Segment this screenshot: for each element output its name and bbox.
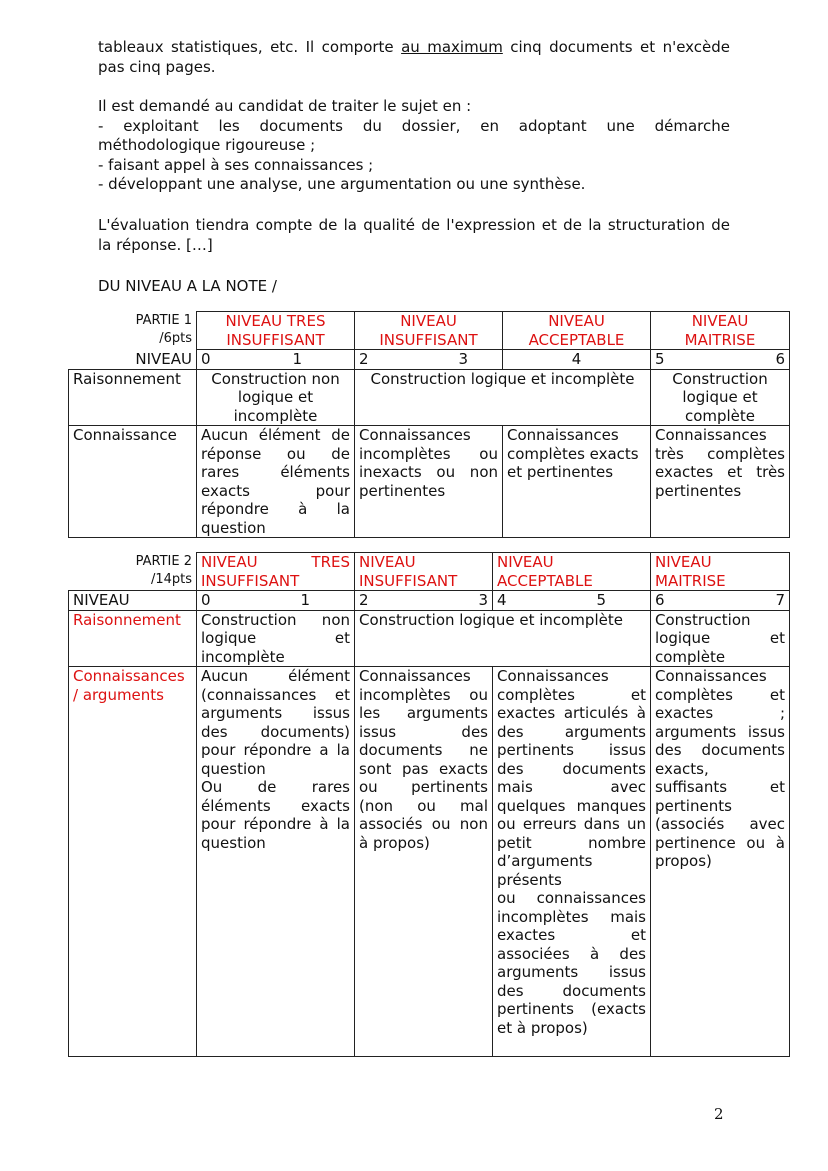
score: 4 — [497, 591, 507, 609]
table1-points: /6pts — [159, 330, 192, 346]
table1-raisonnement-1: Construction non logique et incomplète — [197, 369, 355, 426]
table1-niveau-row — [69, 350, 790, 370]
table2-header-tres-insuffisant: NIVEAU TRES INSUFFISANT — [197, 553, 355, 591]
table1-partie-label — [69, 312, 197, 350]
table2-connaissances-3 — [493, 667, 651, 1057]
score: 0 — [201, 591, 211, 609]
intro-paragraph-3 — [98, 216, 730, 255]
table2-c1-part-a: Aucun élément (connaissances et arguments issus des documents) pour répondre a la question — [201, 667, 350, 778]
table1-raisonnement-4: Construction logique et complète — [651, 369, 790, 426]
grading-table-partie-2 — [68, 552, 790, 1057]
table2-connaissances-4: Connaissances complètes et exactes ; arguments issus des documents exacts, suffisants et pertinents (associés avec pertinence ou à propos) — [651, 667, 790, 1057]
table2-partie-label — [69, 553, 197, 591]
grading-table-partie-1 — [68, 311, 790, 538]
intro-line-1-start: tableaux statistiques, etc. Il comporte — [98, 38, 402, 56]
table2-raisonnement-4: Construction logique et complète — [651, 610, 790, 667]
table1-raisonnement-2-3: Construction logique et incomplète — [355, 369, 651, 426]
table1-niveau-4 — [651, 350, 790, 370]
table1-header-insuffisant: NIVEAU INSUFFISANT — [355, 312, 503, 350]
table2-header-maitrise: NIVEAU MAITRISE — [651, 553, 790, 591]
table2-partie: PARTIE 2 — [135, 553, 192, 569]
intro-line-5: méthodologique rigoureuse ; — [98, 136, 316, 154]
intro-line-1-end: cinq documents et n'excède — [502, 38, 731, 56]
intro-line-4: - exploitant les documents du dossier, en adoptant une démarche — [98, 116, 730, 135]
table2-c3-part-b: ou connaissances incomplètes mais exactes et associées à des arguments issus des documents pertinents (exacts et à propos) — [497, 889, 646, 1037]
table2-niveau-4 — [651, 591, 790, 611]
score: 2 — [359, 591, 369, 609]
table1-connaissance-1: Aucun élément de réponse ou de rares éléments exacts pour répondre à la question — [197, 426, 355, 538]
table1-raisonnement-row — [69, 369, 790, 426]
score: 6 — [775, 350, 785, 368]
intro-line-7: - développant une analyse, une argumentation ou une synthèse. — [98, 175, 586, 193]
table2-niveau-1 — [197, 591, 355, 611]
intro-line-1 — [98, 38, 730, 58]
table1-connaissance-2: Connaissances incomplètes ou inexacts ou non pertinentes — [355, 426, 503, 538]
table2-niveau-row — [69, 591, 790, 611]
table2-header-row — [69, 553, 790, 591]
page-number: 2 — [714, 1105, 724, 1123]
underlined-text: au maximum — [401, 38, 503, 56]
table1-header-acceptable: NIVEAU ACCEPTABLE — [503, 312, 651, 350]
table2-points: /14pts — [150, 571, 192, 587]
score: 0 — [201, 350, 211, 368]
heading-text: DU NIVEAU A LA NOTE / — [98, 277, 277, 295]
table1-connaissance-row — [69, 426, 790, 538]
table1-niveau-3: 4 — [503, 350, 651, 370]
table1-raisonnement-label: Raisonnement — [69, 369, 197, 426]
table1-header-tres-insuffisant: NIVEAU TRES INSUFFISANT — [197, 312, 355, 350]
score: 1 — [292, 350, 302, 368]
table2-connaissances-1 — [197, 667, 355, 1057]
score: 5 — [655, 350, 665, 368]
table2-c1-part-b: Ou de rares éléments exacts pour répondre à la question — [201, 778, 350, 852]
score: 6 — [655, 591, 665, 609]
table2-connaissances-label: Connaissances / arguments — [69, 667, 197, 1057]
intro-line-2: pas cinq pages. — [98, 57, 216, 76]
table1-connaissance-label: Connaissance — [69, 426, 197, 538]
table2-connaissances-row — [69, 667, 790, 1057]
score: 7 — [775, 591, 785, 609]
table2-niveau-2 — [355, 591, 493, 611]
score: 2 — [359, 350, 369, 368]
table1-niveau-1 — [197, 350, 355, 370]
score: 1 — [300, 591, 310, 609]
table2-raisonnement-1: Construction non logique et incomplète — [197, 610, 355, 667]
table2-niveau-3 — [493, 591, 651, 611]
section-heading — [98, 277, 730, 297]
table1-niveau-label: NIVEAU — [135, 349, 192, 368]
table1-header-maitrise: NIVEAU MAITRISE — [651, 312, 790, 350]
intro-line-8: L'évaluation tiendra compte de la qualité de l'expression et de la structuration de — [98, 216, 730, 234]
intro-line-9: la réponse. […] — [98, 235, 213, 254]
table1-header-row — [69, 312, 790, 350]
table2-raisonnement-row — [69, 610, 790, 667]
table1-niveau-2 — [355, 350, 503, 370]
intro-paragraph-2 — [98, 97, 730, 195]
table1-connaissance-4: Connaissances très complètes exactes et très pertinentes — [651, 426, 790, 538]
table2-raisonnement-2-3: Construction logique et incomplète — [355, 610, 651, 667]
table1-partie: PARTIE 1 — [135, 312, 192, 328]
score: 3 — [478, 591, 488, 609]
score: 5 — [596, 591, 606, 609]
table2-connaissances-2: Connaissances incomplètes ou les arguments issus des documents ne sont pas exacts ou pertinents (non ou mal associés ou non à propos) — [355, 667, 493, 1057]
table2-raisonnement-label: Raisonnement — [69, 610, 197, 667]
table2-c3-part-a: Connaissances complètes et exactes articulés à des arguments pertinents issus des documents mais avec quelques manques ou erreurs dans un petit nombre d’arguments présents — [497, 667, 646, 889]
table1-connaissance-3: Connaissances complètes exacts et pertinentes — [503, 426, 651, 538]
table2-header-acceptable: NIVEAU ACCEPTABLE — [493, 553, 651, 591]
table2-niveau-label: NIVEAU — [69, 591, 197, 611]
table2-header-insuffisant: NIVEAU INSUFFISANT — [355, 553, 493, 591]
score: 3 — [458, 350, 468, 368]
intro-paragraph-1 — [98, 38, 730, 77]
intro-line-3: Il est demandé au candidat de traiter le sujet en : — [98, 97, 472, 115]
intro-line-6: - faisant appel à ses connaissances ; — [98, 155, 374, 174]
